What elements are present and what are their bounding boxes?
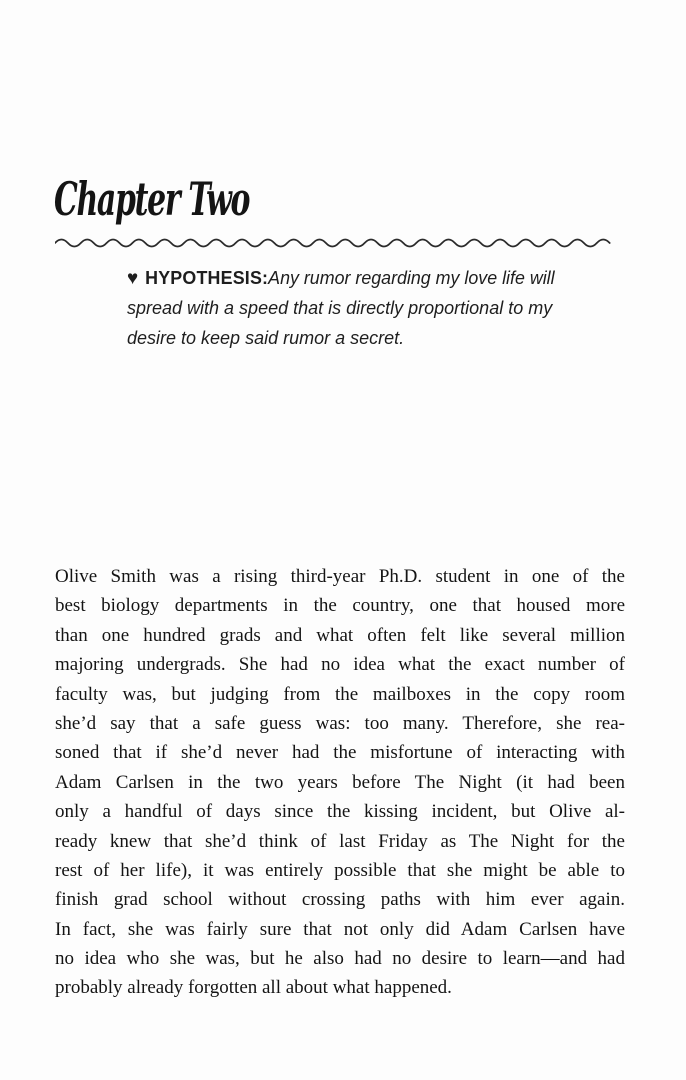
hypothesis-text: Any rumor regarding my love life will <box>268 268 555 288</box>
body-line: rest of her life), it was entirely possible that she might be able to <box>55 859 625 881</box>
body-line-last: probably already forgotten all about what happened. <box>55 977 452 999</box>
body-line: only a handful of days since the kissing incident, but Olive al- <box>55 801 625 823</box>
body-line: no idea who she was, but he also had no desire to learn—and had <box>55 948 625 970</box>
body-line: Adam Carlsen in the two years before The Night (it had been <box>55 771 625 793</box>
hypothesis-line-3: desire to keep said rumor a secret. <box>127 328 405 348</box>
wavy-divider-line <box>55 237 623 249</box>
body-line: Olive Smith was a rising third-year Ph.D. student in one of the <box>55 566 625 587</box>
hypothesis-epigraph <box>127 263 555 353</box>
body-line: she’d say that a safe guess was: too many. Therefore, she rea- <box>55 712 625 734</box>
chapter-title: Chapter Two <box>54 172 250 226</box>
body-line: ready knew that she’d think of last Friday as The Night for the <box>55 830 625 852</box>
hypothesis-label: HYPOTHESIS: <box>145 268 269 288</box>
hypothesis-line-1 <box>127 263 555 293</box>
body-line: majoring undergrads. She had no idea what the exact number of <box>55 654 625 676</box>
body-line: soned that if she’d never had the misfortune of interacting with <box>55 742 625 764</box>
body-line: than one hundred grads and what often felt like several million <box>55 624 625 646</box>
body-line: In fact, she was fairly sure that not only did Adam Carlsen have <box>55 918 625 940</box>
hypothesis-line-2: spread with a speed that is directly proportional to my <box>127 298 553 318</box>
body-paragraph <box>55 562 625 1003</box>
body-line: best biology departments in the country, one that housed more <box>55 595 625 617</box>
heart-icon: ♥ <box>127 268 139 289</box>
body-line: faculty was, but judging from the mailboxes in the copy room <box>55 683 625 705</box>
body-line: finish grad school without crossing paths with him ever again. <box>55 889 625 911</box>
